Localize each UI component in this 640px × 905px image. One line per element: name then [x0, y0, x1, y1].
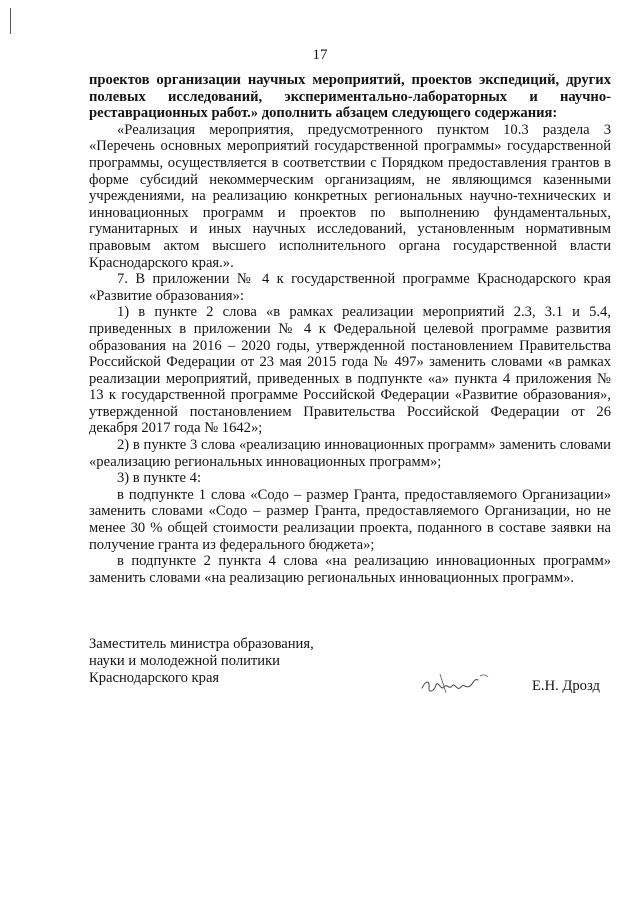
signatory-position-line: Заместитель министра образования,	[89, 636, 314, 652]
signatory-name: Е.Н. Дрозд	[532, 678, 600, 694]
scan-edge-mark	[10, 8, 11, 34]
document-body	[89, 72, 611, 586]
signatory-position-line: Краснодарского края	[89, 670, 220, 686]
paragraph-subpoint-1: в подпункте 1 слова «Содо – размер Гранта, предоставляемого Организации» заменить словами «Содо – размер Гранта, предоставляемого Организации, но не менее 30 % общей стоимости реализации проекта, поданного в составе заявки на получение гранта из федерального бюджета»;	[89, 486, 611, 553]
paragraph-item-7: 7. В приложении № 4 к государственной программе Краснодарского края «Развитие образования»:	[89, 271, 611, 304]
paragraph-quoted-insert: «Реализация мероприятия, предусмотренного пунктом 10.3 раздела 3 «Перечень основных мероприятий государственной программы» государственной программы, осуществляется в соответствии с Порядком предоставления грантов в форме субсидий некоммерческим организациям, не являющимся казенными учреждениями, на реализацию конкретных региональных научно-технических и инновационных программ и проектов по выполнению фундаментальных, гуманитарных и иных научных исследований, установленным нормативным правовым актом высшего исполнительного органа государственной власти Краснодарского края.».	[89, 121, 611, 271]
paragraph-subpoint-2: в подпункте 2 пункта 4 слова «на реализацию инновационных программ» заменить словами «на реализацию региональных инновационных программ».	[89, 553, 611, 586]
paragraph-continuation: проектов организации научных мероприятий, проектов экспедиций, других полевых исследований, экспериментально-лабораторных и научно-реставрационных работ.» дополнить абзацем следующего содержания:	[89, 72, 611, 122]
paragraph-subitem-2: 2) в пункте 3 слова «реализацию инновационных программ» заменить словами «реализацию региональных инновационных программ»;	[89, 437, 611, 470]
page-number: 17	[312, 47, 328, 63]
signatory-position-line: науки и молодежной политики	[89, 653, 280, 669]
handwritten-signature	[416, 666, 502, 700]
paragraph-subitem-1: 1) в пункте 2 слова «в рамках реализации мероприятий 2.3, 3.1 и 5.4, приведенных в приложении № 4 к Федеральной целевой программе развития образования на 2016 – 2020 годы, утвержденной постановлением Правительства Российской Федерации от 23 мая 2015 года № 497» заменить словами «в рамках реализации мероприятий, приведенных в подпункте «а» пункта 4 приложения № 13 к государственной программе Российской Федерации «Развитие образования», утвержденной постановлением Правительства Российской Федерации от 26 декабря 2017 года № 1642»;	[89, 304, 611, 437]
paragraph-subitem-3: 3) в пункте 4:	[117, 470, 202, 487]
signatory-position	[89, 636, 314, 687]
